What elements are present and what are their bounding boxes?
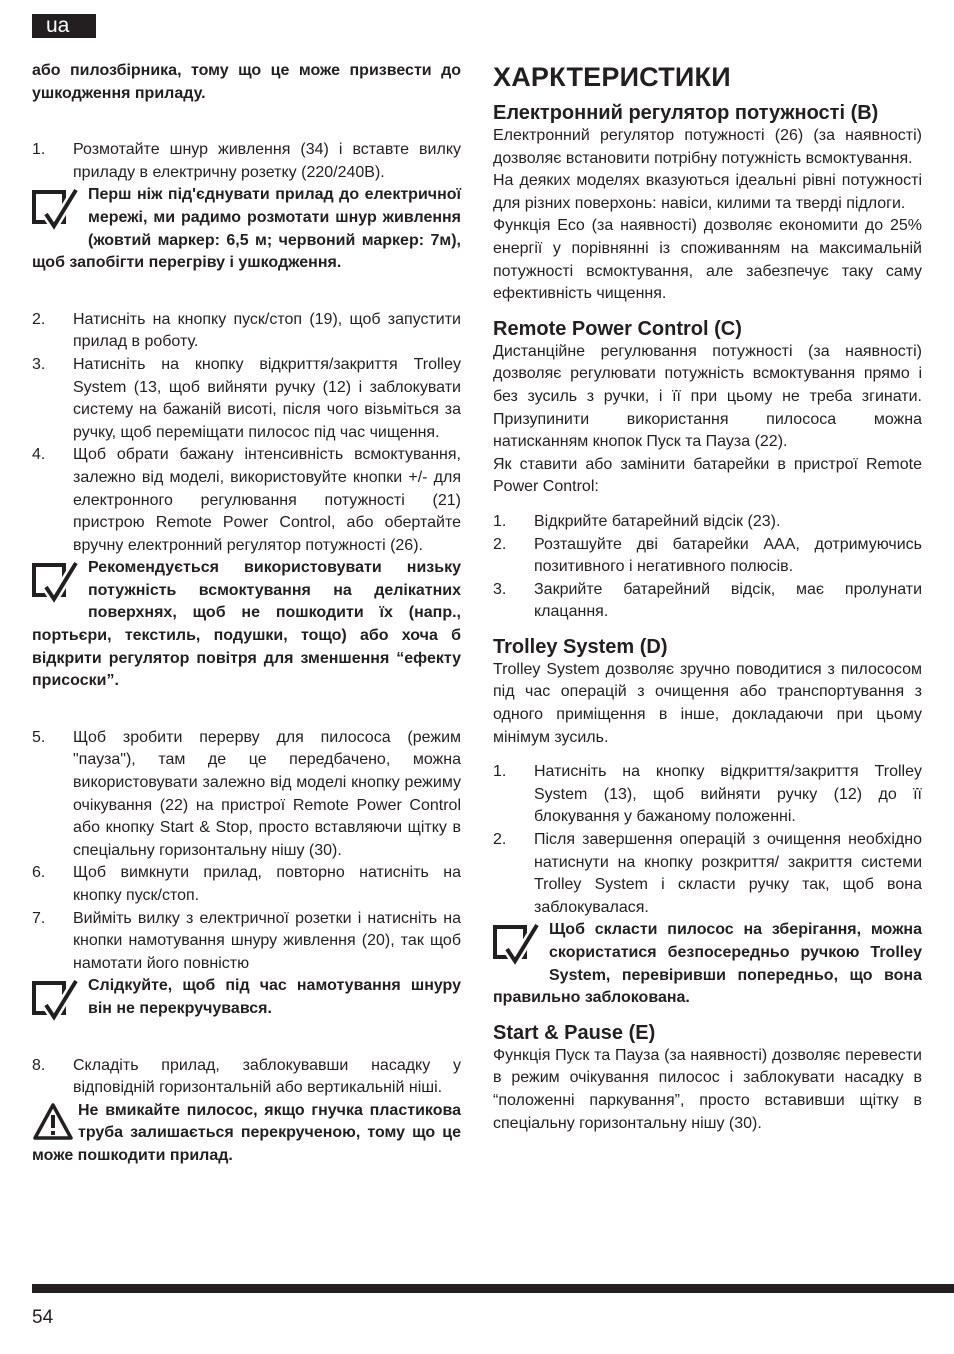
steps-list-1: [32, 139, 461, 184]
heading-start-pause: Start & Pause (E): [493, 1021, 656, 1044]
list-text: Натисніть на кнопку пуск/стоп (19), щоб запустити прилад в роботу.: [73, 310, 461, 351]
intro-text: або пилозбірника, тому що це може призвести до ушкодження приладу.: [32, 62, 461, 102]
warning-note: [32, 1100, 461, 1168]
warning-triangle-icon: [32, 1102, 74, 1142]
list-text: Вийміть вилку з електричної розетки і натисніть на кнопки намотування шнуру живлення (20), так щоб намотати його повністю: [73, 909, 461, 972]
list-number: 4.: [32, 446, 46, 464]
list-item: [32, 444, 461, 557]
footer-rule: [32, 1284, 954, 1293]
steps-list-2: [32, 309, 461, 558]
paragraph: Функція Пуск та Пауза (за наявності) дозволяє перевести в режим очікування пилосос і заблокувати насадку в “положенні паркування”, просто вставивши щітку в спеціальну горизонтальну нішу (30).: [493, 1046, 922, 1132]
checkbox-note-icon: [493, 921, 545, 965]
heading-remote-power-control: Remote Power Control (C): [493, 317, 742, 340]
list-item: [493, 579, 922, 624]
steps-list-4: [32, 1055, 461, 1100]
list-item: [493, 761, 922, 829]
list-text: Відкрийте батарейний відсік (23).: [534, 512, 781, 530]
list-item: [32, 908, 461, 976]
list-text: Складіть прилад, заблокувавши насадку у відповідній горизонтальній або вертикальній ніші.: [73, 1056, 461, 1097]
section-title: ХАРКТЕРИСТИКИ: [493, 62, 731, 92]
note-3: [32, 975, 461, 1020]
steps-list-3: [32, 727, 461, 976]
note-text: Слідкуйте, щоб під час намотування шнуру він не перекручувався.: [88, 977, 461, 1017]
paragraph: Дистанційне регулювання потужності (за наявності) дозволяє регулювати потужність всмоктування прямо і без зусиль з ручки, і її при цьому не треба згинати. Призупинити використання пилососа можна натисканням кнопок Пуск та Пауза (22).: [493, 342, 922, 451]
paragraph: На деяких моделях вказуються ідеальні рівні потужності для різних поверхонь: навіси, килими та тверді підлоги.: [493, 172, 922, 212]
page-number: 54: [32, 1307, 54, 1328]
list-item: [32, 139, 461, 184]
list-number: 1.: [493, 763, 507, 781]
note-text: Перш ніж під'єднувати прилад до електричної мережі, ми радимо розмотати шнур живлення (жовтий маркер: 6,5 м; червоний маркер: 7м), щоб запобігти перегріву і ушкодження.: [32, 186, 461, 272]
list-number: 1.: [493, 512, 507, 530]
list-item: [32, 1055, 461, 1100]
list-item: [493, 829, 922, 919]
list-text: Розмотайте шнур живлення (34) і вставте вилку приладу в електричну розетку (220/240В).: [73, 141, 461, 181]
list-text: Щоб обрати бажану інтенсивність всмоктування, залежно від моделі, використовуйте кнопки +/- для електронного регулювання потужності (21) пристрою Remote Power Control, або обертайте вручну електронний регулятор потужності (26).: [73, 446, 461, 554]
paragraph: Функція Eco (за наявності) дозволяє економити до 25% енергії у порівнянні із споживанням на максимальній потужності всмоктування, але забезпечує таку саму ефективність чищення.: [493, 217, 922, 303]
left-column: [32, 60, 461, 1168]
list-item: [32, 862, 461, 907]
list-item: [32, 309, 461, 354]
checkbox-note-icon: [32, 559, 84, 603]
list-item: [32, 354, 461, 444]
list-item: [493, 511, 922, 534]
trolley-steps-list: [493, 761, 922, 919]
list-text: Після завершення операцій з очищення необхідно натиснути на кнопку розкриття/ закриття системи Trolley System і скласти ручку так, щоб вона заблокувалася.: [534, 831, 922, 916]
paragraph: Як ставити або замінити батарейки в пристрої Remote Power Control:: [493, 455, 922, 496]
list-text: Натисніть на кнопку відкриття/закриття Trolley System (13, щоб вийняти ручку (12) і заблокувати систему на бажаній висоті, після чого візьміться за ручку, щоб переміщати пилосос під час чищення.: [73, 355, 461, 441]
heading-power-regulator: Електронний регулятор потужності (В): [493, 102, 879, 124]
note-1: [32, 184, 461, 274]
list-text: Натисніть на кнопку відкриття/закриття Trolley System (13), щоб вийняти ручку (12) до її блокування у бажаному положенні.: [534, 763, 922, 826]
list-text: Щоб вимкнути прилад, повторно натисніть на кнопку пуск/стоп.: [73, 864, 461, 904]
note-text: Рекомендується використовувати низьку потужність всмоктування на делікатних поверхнях, щоб не пошкодити їх (напр., портьєри, текстиль, подушки, тощо) або хоча б відкрити регулятор повітря для зменшення “ефекту присоски”.: [32, 559, 461, 690]
list-number: 1.: [32, 141, 46, 159]
battery-steps-list: [493, 511, 922, 624]
checkbox-note-icon: [32, 977, 84, 1021]
list-number: 2.: [493, 535, 507, 553]
list-text: Закрийте батарейний відсік, має пролунати клацання.: [534, 580, 922, 621]
list-number: 6.: [32, 864, 46, 882]
list-number: 3.: [32, 355, 46, 373]
trolley-note: [493, 919, 922, 1009]
heading-trolley-system: Trolley System (D): [493, 635, 668, 658]
list-item: [493, 534, 922, 579]
list-number: 7.: [32, 909, 46, 927]
language-tab: ua: [32, 14, 96, 38]
note-2: [32, 557, 461, 693]
list-number: 2.: [493, 831, 507, 849]
list-number: 8.: [32, 1056, 46, 1074]
list-text: Щоб зробити перерву для пилососа (режим "пауза"), там де це передбачено, можна використовувати залежно від моделі кнопку режиму очікування (22) на пристрої Remote Power Control або кнопку Start & Stop, просто вставляючи щітку в спеціальну горизонтальну нішу (30).: [73, 728, 461, 859]
list-item: [32, 727, 461, 863]
list-number: 5.: [32, 728, 46, 746]
list-number: 3.: [493, 580, 507, 598]
note-text: Щоб скласти пилосос на зберігання, можна скористатися безпосередньо ручкою Trolley System, перевіривши попередньо, що вона правильно заблокована.: [493, 921, 922, 1007]
list-text: Розташуйте дві батарейки AAA, дотримуючись позитивного і негативного полюсів.: [534, 535, 922, 576]
right-column: [493, 60, 922, 1135]
warning-text: Не вмикайте пилосос, якщо гнучка пластикова труба залишається перекрученою, тому що це може пошкодити прилад.: [32, 1101, 461, 1164]
paragraph: Електронний регулятор потужності (26) (за наявності) дозволяє встановити потрібну потужність всмоктування.: [493, 127, 922, 167]
paragraph: Trolley System дозволяє зручно поводитися з пилососом під час операцій з очищення або транспортування з одного приміщення в інше, докладаючи при цьому мінімум зусиль.: [493, 660, 922, 746]
checkbox-note-icon: [32, 186, 84, 230]
list-number: 2.: [32, 310, 46, 328]
